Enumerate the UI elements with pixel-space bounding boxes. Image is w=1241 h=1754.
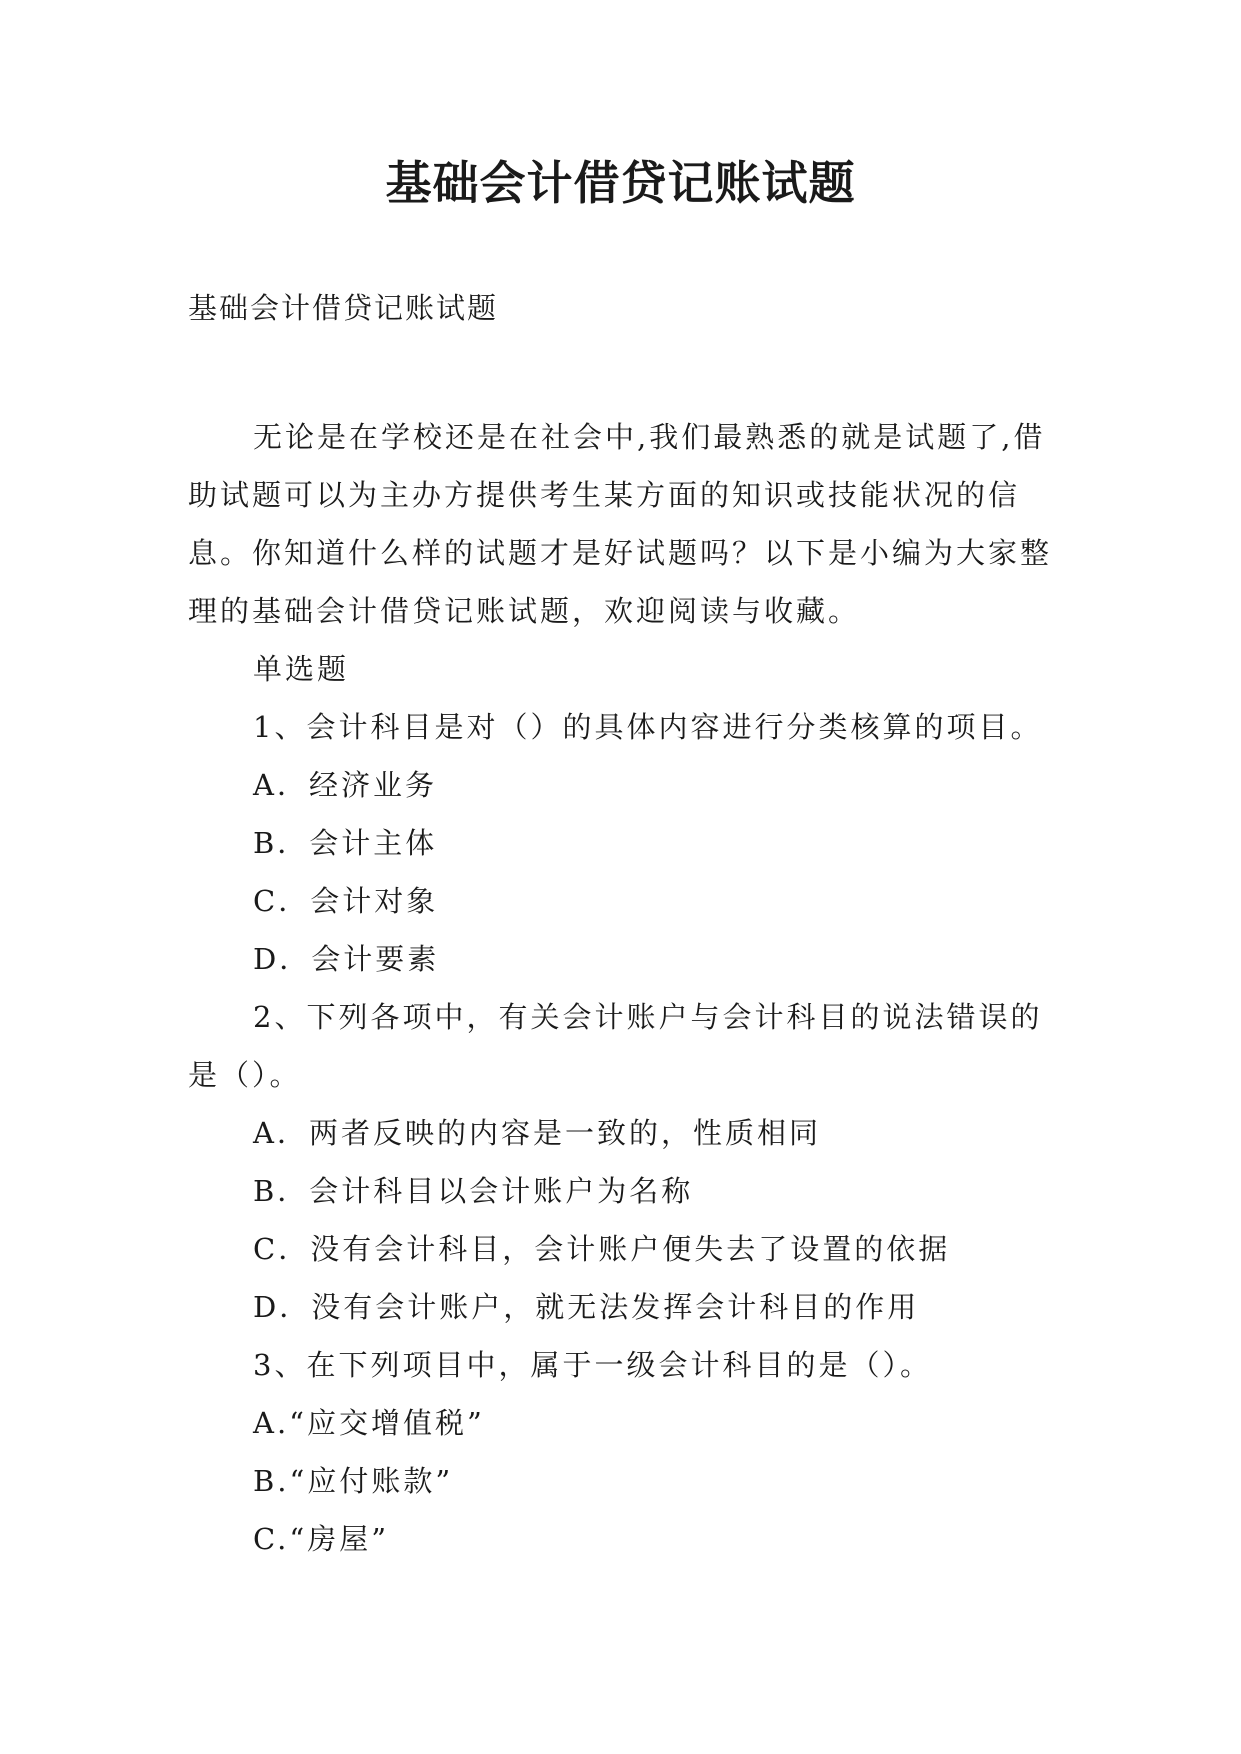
question-option: A.“应交增值税”	[253, 1406, 485, 1440]
question-2	[188, 988, 1068, 1336]
document-body	[188, 408, 1068, 1568]
question-option: B．会计主体	[253, 826, 438, 860]
question-1	[188, 698, 1068, 988]
intro-paragraph: 无论是在学校还是在社会中,我们最熟悉的就是试题了,借助试题可以为主办方提供考生某方面的知识或技能状况的信息。你知道什么样的试题才是好试题吗？以下是小编为大家整理的基础会计借贷记账试题，欢迎阅读与收藏。	[188, 420, 1053, 628]
section-label: 单选题	[253, 652, 350, 686]
question-option: A．经济业务	[253, 768, 437, 802]
question-option: D．会计要素	[253, 942, 440, 976]
question-option: C．没有会计科目，会计账户便失去了设置的依据	[253, 1232, 951, 1266]
question-option: D．没有会计账户，就无法发挥会计科目的作用	[253, 1290, 920, 1324]
question-option: B．会计科目以会计账户为名称	[253, 1174, 694, 1208]
question-option: C．会计对象	[253, 884, 439, 918]
question-stem: 1、会计科目是对（）的具体内容进行分类核算的项目。	[253, 710, 1043, 744]
question-stem: 3、在下列项目中，属于一级会计科目的是（）。	[253, 1348, 932, 1382]
question-option: B.“应付账款”	[253, 1464, 454, 1498]
document-subtitle: 基础会计借贷记账试题	[188, 291, 499, 325]
question-3	[188, 1336, 1068, 1568]
question-stem: 2、下列各项中，有关会计账户与会计科目的说法错误的是（）。	[188, 1000, 1043, 1092]
question-option: A．两者反映的内容是一致的，性质相同	[253, 1116, 821, 1150]
question-option: C.“房屋”	[253, 1522, 390, 1556]
document-title: 基础会计借贷记账试题	[385, 156, 856, 210]
